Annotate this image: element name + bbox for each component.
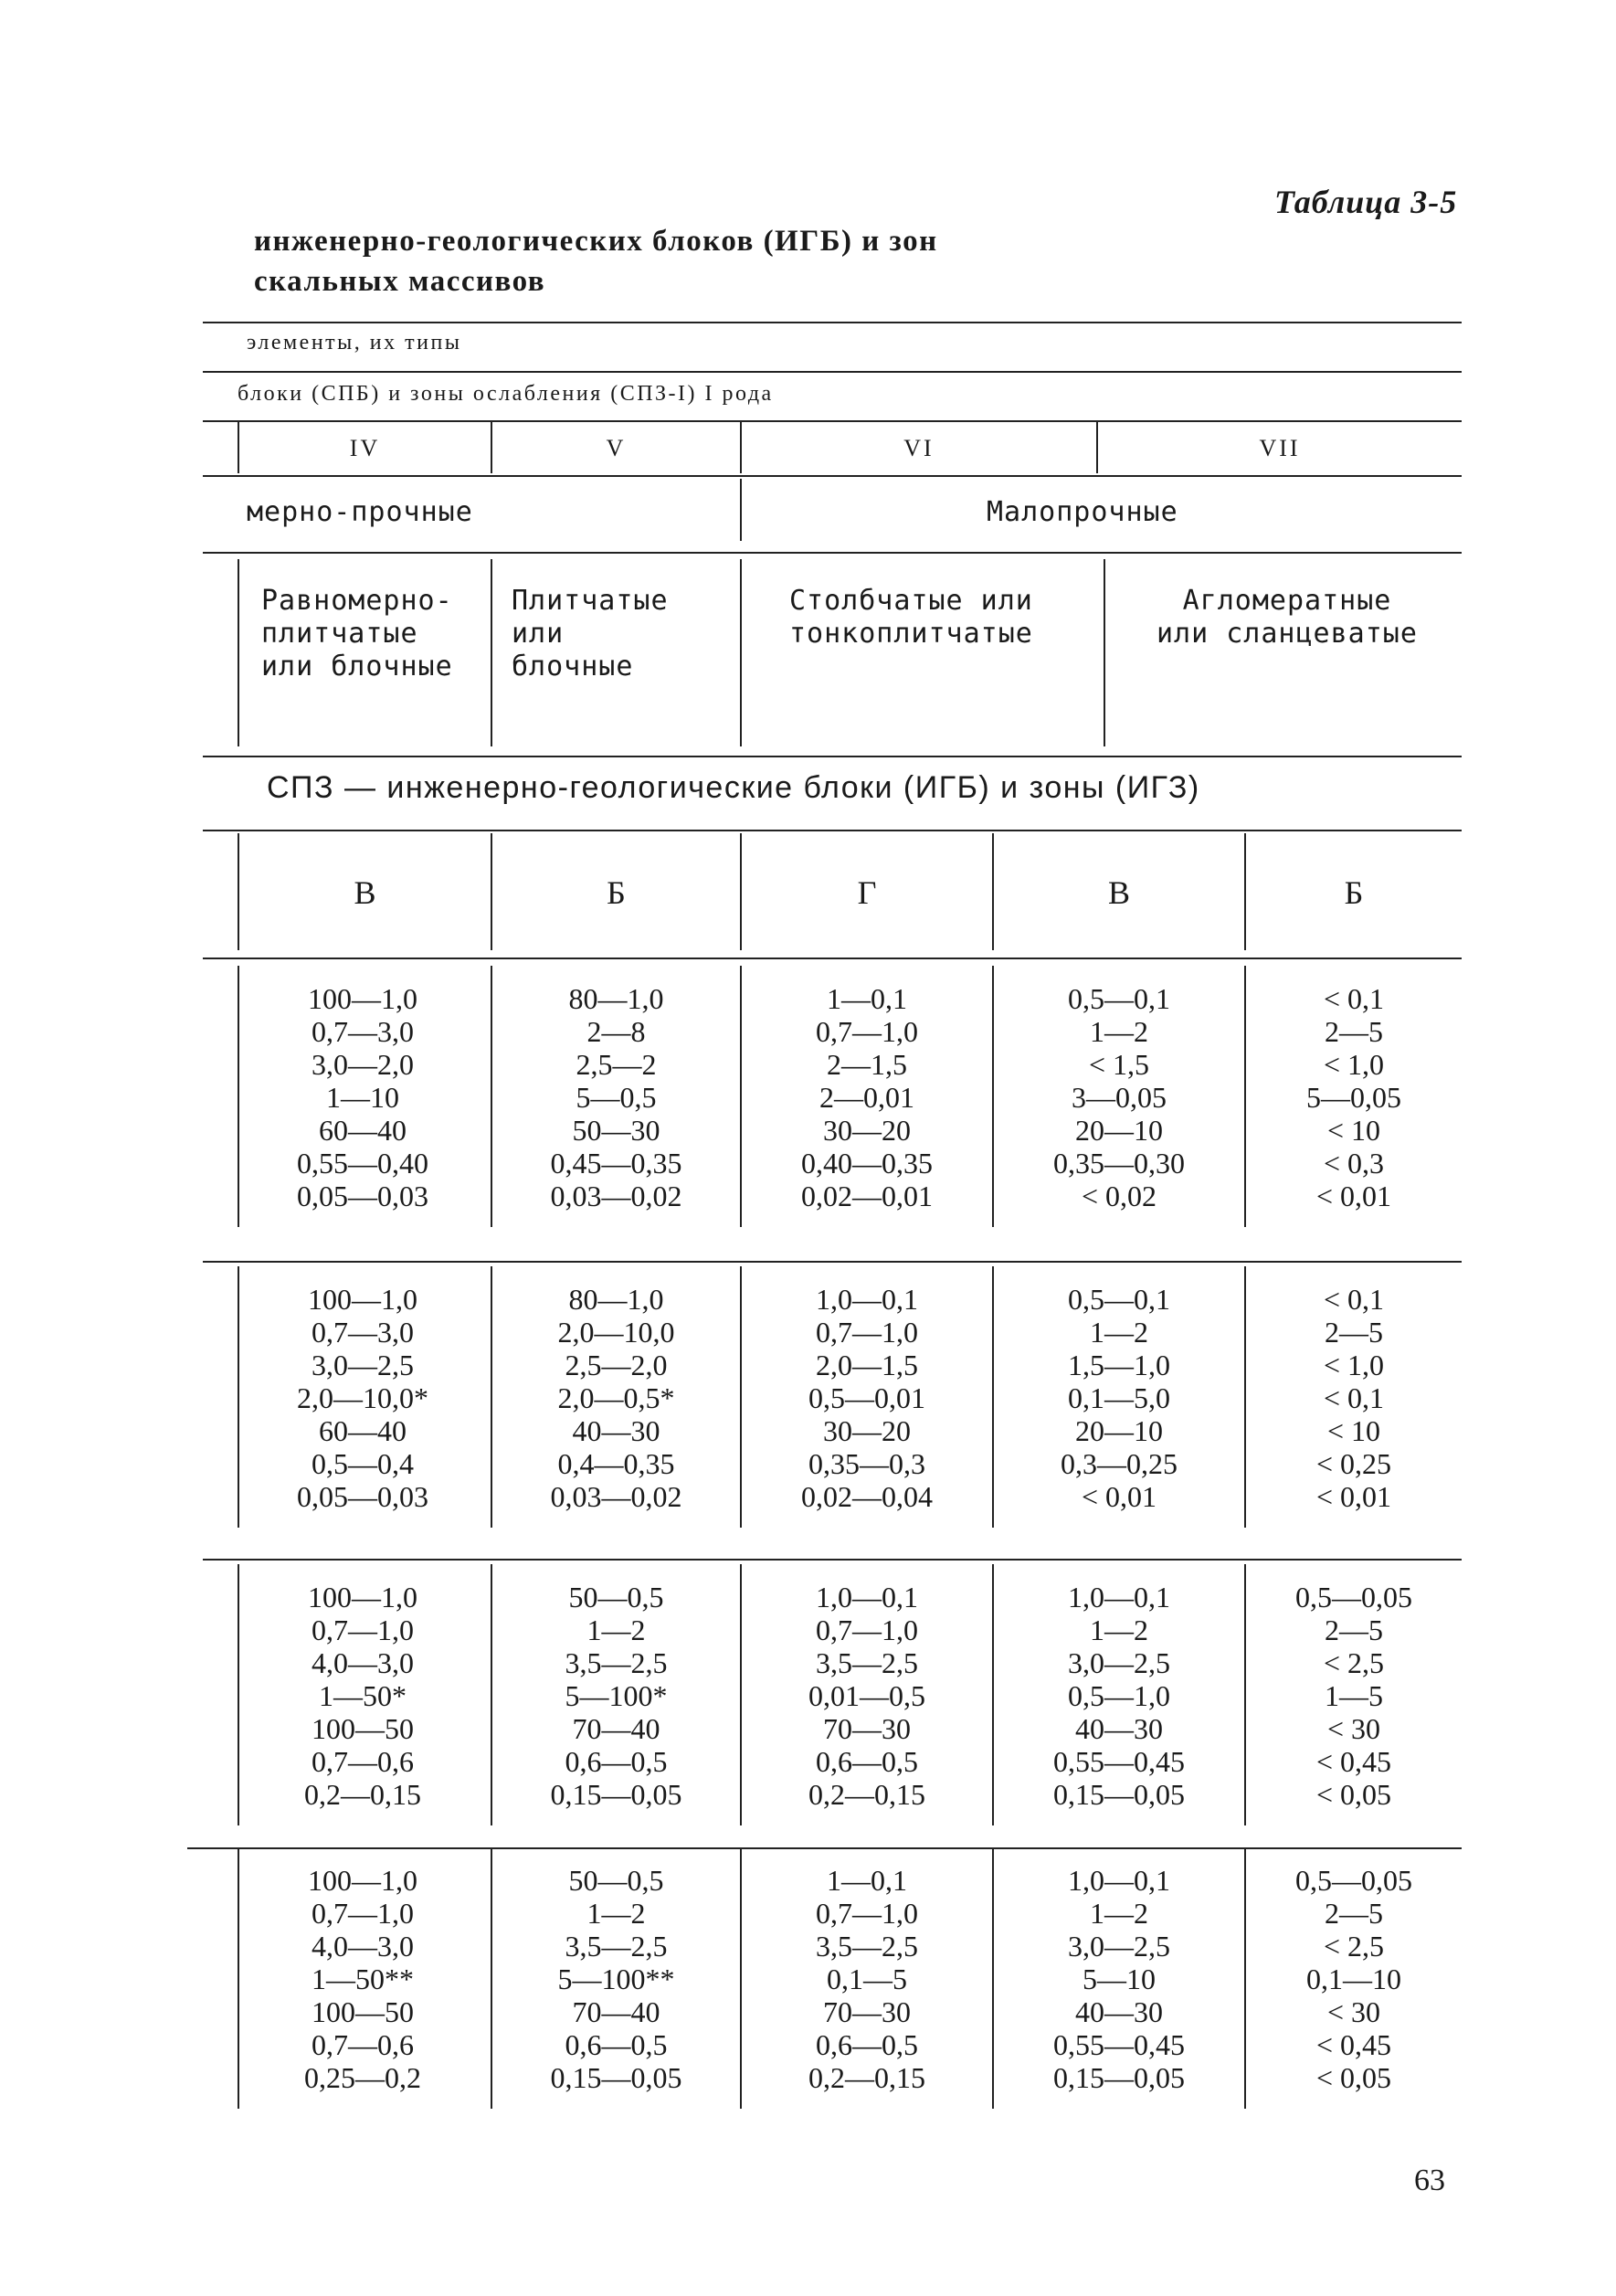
rule-spz [203, 830, 1462, 831]
table-cell: 1—2 [1090, 1614, 1148, 1646]
table-cell: 0,4—0,35 [557, 1447, 675, 1480]
table-cell: 1—50** [312, 1963, 414, 1995]
type-vi-line-2: тонкоплитчатые [789, 618, 1033, 650]
table-cell: 0,7—1,0 [816, 1015, 918, 1048]
types-vline-3 [1104, 559, 1105, 746]
table-caption: Таблица 3-5 [1274, 184, 1458, 220]
table-cell: 0,2—0,15 [808, 2061, 925, 2094]
type-vii-line-2: или сланцеватые [1157, 618, 1418, 650]
table-title-line-1: инженерно-геологических блоков (ИГБ) и зон [254, 225, 938, 258]
table-cell: 0,2—0,15 [304, 1778, 421, 1811]
table-cell: 3,0—2,0 [312, 1048, 414, 1081]
group-1-col-5 [1246, 982, 1462, 1212]
table-title [254, 221, 938, 302]
table-cell: 3,5—2,5 [816, 1646, 918, 1679]
table-cell: 1,5—1,0 [1068, 1349, 1170, 1381]
table-cell: 1—2 [1090, 1015, 1148, 1048]
table-cell: 1,0—0,1 [1068, 1581, 1170, 1614]
table-cell: 20—10 [1075, 1414, 1163, 1447]
table-cell: 0,5—0,1 [1068, 1283, 1170, 1316]
roman-vii: VII [1259, 435, 1301, 461]
type-v-line-1: Плитчатые [512, 585, 669, 617]
table-cell: 4,0—3,0 [312, 1646, 414, 1679]
table-cell: 0,55—0,45 [1053, 1745, 1185, 1778]
table-cell: 80—1,0 [568, 982, 664, 1015]
table-cell: 50—30 [572, 1114, 660, 1147]
rule-blocks [203, 420, 1462, 422]
table-cell: 1—0,1 [827, 1864, 907, 1897]
group-1-col-4 [994, 982, 1244, 1212]
group-3-col-3 [742, 1581, 992, 1811]
table-cell: 2—5 [1325, 1015, 1383, 1048]
type-vi [789, 585, 1033, 651]
type-v-line-3: блочные [512, 651, 634, 682]
group-3-col-5 [1246, 1581, 1462, 1811]
table-cell: < 0,02 [1081, 1180, 1157, 1212]
table-cell: 1—50* [319, 1679, 407, 1712]
table-cell: 0,7—1,0 [312, 1897, 414, 1930]
category-1: В [354, 874, 376, 911]
table-cell: 80—1,0 [568, 1283, 664, 1316]
table-cell: 0,25—0,2 [304, 2061, 421, 2094]
table-cell: 0,1—10 [1306, 1963, 1401, 1995]
table-cell: 0,2—0,15 [808, 1778, 925, 1811]
table-cell: < 30 [1326, 1712, 1381, 1745]
table-cell: 0,40—0,35 [801, 1147, 933, 1180]
table-cell: 0,35—0,3 [808, 1447, 925, 1480]
table-cell: 0,5—0,1 [1068, 982, 1170, 1015]
table-cell: 1,0—0,1 [816, 1581, 918, 1614]
group-2-col-4 [994, 1283, 1244, 1513]
table-cell: 0,5—0,01 [808, 1381, 925, 1414]
table-cell: 40—30 [1075, 1995, 1163, 2028]
table-cell: < 0,01 [1315, 1480, 1392, 1513]
table-cell: 0,7—3,0 [312, 1015, 414, 1048]
category-3: Г [857, 874, 877, 911]
table-cell: 0,1—5,0 [1068, 1381, 1170, 1414]
table-cell: 2,0—10,0 [557, 1316, 675, 1349]
table-cell: 40—30 [1075, 1712, 1163, 1745]
table-cell: 3,5—2,5 [816, 1930, 918, 1963]
table-cell: 0,7—0,6 [312, 2028, 414, 2061]
rule-strength [203, 552, 1462, 554]
types-vline-0 [238, 559, 239, 746]
table-cell: 5—0,5 [576, 1081, 657, 1114]
type-iv [261, 585, 453, 683]
table-cell: 0,05—0,03 [297, 1180, 428, 1212]
table-cell: 0,03—0,02 [550, 1480, 682, 1513]
table-cell: 0,35—0,30 [1053, 1147, 1185, 1180]
table-cell: 2—8 [586, 1015, 646, 1048]
group-4-col-1 [239, 1864, 486, 2094]
table-cell: 3,5—2,5 [565, 1646, 668, 1679]
type-vii [1157, 585, 1418, 651]
table-cell: 0,5—1,0 [1068, 1679, 1170, 1712]
table-cell: 2—5 [1325, 1897, 1383, 1930]
table-cell: < 0,01 [1081, 1480, 1157, 1513]
table-cell: 3,0—2,5 [312, 1349, 414, 1381]
table-cell: 1—0,1 [827, 982, 907, 1015]
table-cell: 1—5 [1325, 1679, 1383, 1712]
table-cell: 0,1—5 [827, 1963, 907, 1995]
table-cell: < 1,5 [1088, 1048, 1150, 1081]
group-1-col-2 [492, 982, 740, 1212]
type-v [512, 585, 669, 683]
group-separator-3 [187, 1847, 1462, 1849]
table-cell: 3,0—2,5 [1068, 1646, 1170, 1679]
strength-left-label: мерно-прочные [247, 496, 473, 528]
category-2: Б [607, 874, 626, 911]
table-cell: 0,6—0,5 [816, 1745, 918, 1778]
roman-vi: VI [903, 435, 935, 461]
group-2-col-2 [492, 1283, 740, 1513]
group-1-col-1 [239, 982, 486, 1212]
table-cell: 0,7—1,0 [816, 1316, 918, 1349]
table-cell: < 0,05 [1315, 1778, 1392, 1811]
table-cell: 0,05—0,03 [297, 1480, 428, 1513]
table-cell: < 0,45 [1315, 1745, 1392, 1778]
group-separator-2 [203, 1559, 1462, 1561]
table-cell: < 30 [1326, 1995, 1381, 2028]
group-4-col-3 [742, 1864, 992, 2094]
table-cell: 0,15—0,05 [1053, 2061, 1185, 2094]
table-cell: 100—1,0 [308, 1864, 417, 1897]
table-cell: 0,02—0,01 [801, 1180, 933, 1212]
table-cell: 1—2 [1090, 1316, 1148, 1349]
types-vline-1 [491, 559, 492, 746]
table-cell: 5—10 [1083, 1963, 1156, 1995]
type-v-line-2: или [512, 618, 565, 650]
table-cell: 0,5—0,05 [1295, 1581, 1412, 1614]
table-cell: 0,15—0,05 [550, 1778, 682, 1811]
table-cell: 60—40 [319, 1114, 407, 1147]
table-cell: < 0,25 [1315, 1447, 1392, 1480]
types-vline-2 [740, 559, 742, 746]
table-title-line-2: скальных массивов [254, 265, 546, 298]
table-cell: 100—50 [312, 1995, 414, 2028]
table-cell: 0,55—0,40 [297, 1147, 428, 1180]
table-cell: 40—30 [572, 1414, 660, 1447]
roman-v: V [606, 435, 627, 461]
table-cell: < 0,1 [1323, 1381, 1385, 1414]
table-cell: 5—100* [565, 1679, 668, 1712]
table-cell: 3,0—2,5 [1068, 1930, 1170, 1963]
table-cell: 2—0,01 [819, 1081, 914, 1114]
table-cell: 0,5—0,05 [1295, 1864, 1412, 1897]
rule-types [203, 756, 1462, 757]
table-cell: < 0,45 [1315, 2028, 1392, 2061]
table-cell: 0,7—1,0 [312, 1614, 414, 1646]
table-cell: 2—5 [1325, 1316, 1383, 1349]
table-cell: 0,7—1,0 [816, 1614, 918, 1646]
spz-row-label: СПЗ — инженерно-геологические блоки (ИГБ) и зоны (ИГЗ) [267, 770, 1200, 805]
group-2-col-5 [1246, 1283, 1462, 1513]
roman-iv: IV [349, 435, 381, 461]
page-number: 63 [1414, 2164, 1445, 2197]
rule-roman [203, 475, 1462, 477]
blocks-row-label: блоки (СПБ) и зоны ослабления (СПЗ-I) I рода [238, 382, 774, 406]
table-cell: < 10 [1326, 1114, 1381, 1147]
group-3-col-2 [492, 1581, 740, 1811]
table-cell: 0,3—0,25 [1061, 1447, 1178, 1480]
table-cell: 20—10 [1075, 1114, 1163, 1147]
table-cell: 100—1,0 [308, 1581, 417, 1614]
type-iv-line-1: Равномерно- [261, 585, 453, 617]
table-cell: 5—0,05 [1306, 1081, 1401, 1114]
category-4: В [1107, 874, 1130, 911]
table-cell: < 1,0 [1323, 1048, 1385, 1081]
table-cell: 3,5—2,5 [565, 1930, 668, 1963]
type-vii-line-1: Агломератные [1182, 585, 1392, 617]
table-cell: 2,5—2 [576, 1048, 657, 1081]
group-4-col-2 [492, 1864, 740, 2094]
elements-row-label: элементы, их типы [247, 331, 462, 354]
table-cell: 100—50 [312, 1712, 414, 1745]
table-cell: 0,55—0,45 [1053, 2028, 1185, 2061]
table-cell: 0,5—0,4 [312, 1447, 414, 1480]
table-cell: 0,02—0,04 [801, 1480, 933, 1513]
table-cell: 0,6—0,5 [565, 1745, 668, 1778]
table-cell: 70—30 [823, 1712, 911, 1745]
group-2-col-3 [742, 1283, 992, 1513]
group-4-col-4 [994, 1864, 1244, 2094]
table-cell: 0,15—0,05 [1053, 1778, 1185, 1811]
rule-elements [203, 371, 1462, 373]
table-cell: < 2,5 [1323, 1646, 1385, 1679]
table-cell: 70—30 [823, 1995, 911, 2028]
type-iv-line-2: плитчатые [261, 618, 418, 650]
strength-right-label: Малопрочные [987, 496, 1178, 528]
table-cell: < 0,01 [1315, 1180, 1392, 1212]
table-cell: < 0,05 [1315, 2061, 1392, 2094]
rule-categories [203, 958, 1462, 959]
table-cell: 1,0—0,1 [1068, 1864, 1170, 1897]
group-3-col-1 [239, 1581, 486, 1811]
type-iv-line-3: или блочные [261, 651, 453, 682]
table-cell: 2,5—2,0 [565, 1349, 668, 1381]
group-2-col-1 [239, 1283, 486, 1513]
table-cell: 2,0—0,5* [557, 1381, 675, 1414]
table-cell: 30—20 [823, 1114, 911, 1147]
table-cell: < 2,5 [1323, 1930, 1385, 1963]
table-cell: 0,01—0,5 [808, 1679, 925, 1712]
table-cell: 0,7—1,0 [816, 1897, 918, 1930]
strength-vline [740, 479, 742, 541]
table-cell: 0,6—0,5 [816, 2028, 918, 2061]
table-cell: 2—1,5 [827, 1048, 907, 1081]
group-1-col-3 [742, 982, 992, 1212]
table-cell: 1,0—0,1 [816, 1283, 918, 1316]
table-cell: < 1,0 [1323, 1349, 1385, 1381]
table-cell: 70—40 [572, 1995, 660, 2028]
table-cell: 0,45—0,35 [550, 1147, 682, 1180]
table-cell: 100—1,0 [308, 982, 417, 1015]
table-cell: 60—40 [319, 1414, 407, 1447]
table-cell: 1—2 [586, 1897, 646, 1930]
type-vi-line-1: Столбчатые или [789, 585, 1033, 617]
table-cell: 2—5 [1325, 1614, 1383, 1646]
table-cell: 0,15—0,05 [550, 2061, 682, 2094]
table-cell: 50—0,5 [568, 1581, 664, 1614]
rule-top [203, 322, 1462, 323]
table-cell: 1—2 [1090, 1897, 1148, 1930]
group-separator-1 [203, 1261, 1462, 1263]
table-cell: 0,6—0,5 [565, 2028, 668, 2061]
table-cell: 2,0—10,0* [297, 1381, 428, 1414]
table-cell: 70—40 [572, 1712, 660, 1745]
table-cell: 2,0—1,5 [816, 1349, 918, 1381]
table-cell: 1—2 [586, 1614, 646, 1646]
table-cell: 1—10 [326, 1081, 399, 1114]
table-cell: 3—0,05 [1072, 1081, 1167, 1114]
table-cell: 0,03—0,02 [550, 1180, 682, 1212]
table-cell: 0,7—3,0 [312, 1316, 414, 1349]
group-3-col-4 [994, 1581, 1244, 1811]
table-cell: 5—100** [557, 1963, 675, 1995]
table-cell: < 0,1 [1323, 1283, 1385, 1316]
group-4-col-5 [1246, 1864, 1462, 2094]
table-cell: 50—0,5 [568, 1864, 664, 1897]
table-cell: < 0,1 [1323, 982, 1385, 1015]
category-5: Б [1344, 874, 1364, 911]
table-cell: 30—20 [823, 1414, 911, 1447]
table-cell: 0,7—0,6 [312, 1745, 414, 1778]
table-cell: < 10 [1326, 1414, 1381, 1447]
table-cell: < 0,3 [1323, 1147, 1385, 1180]
table-cell: 100—1,0 [308, 1283, 417, 1316]
table-cell: 4,0—3,0 [312, 1930, 414, 1963]
